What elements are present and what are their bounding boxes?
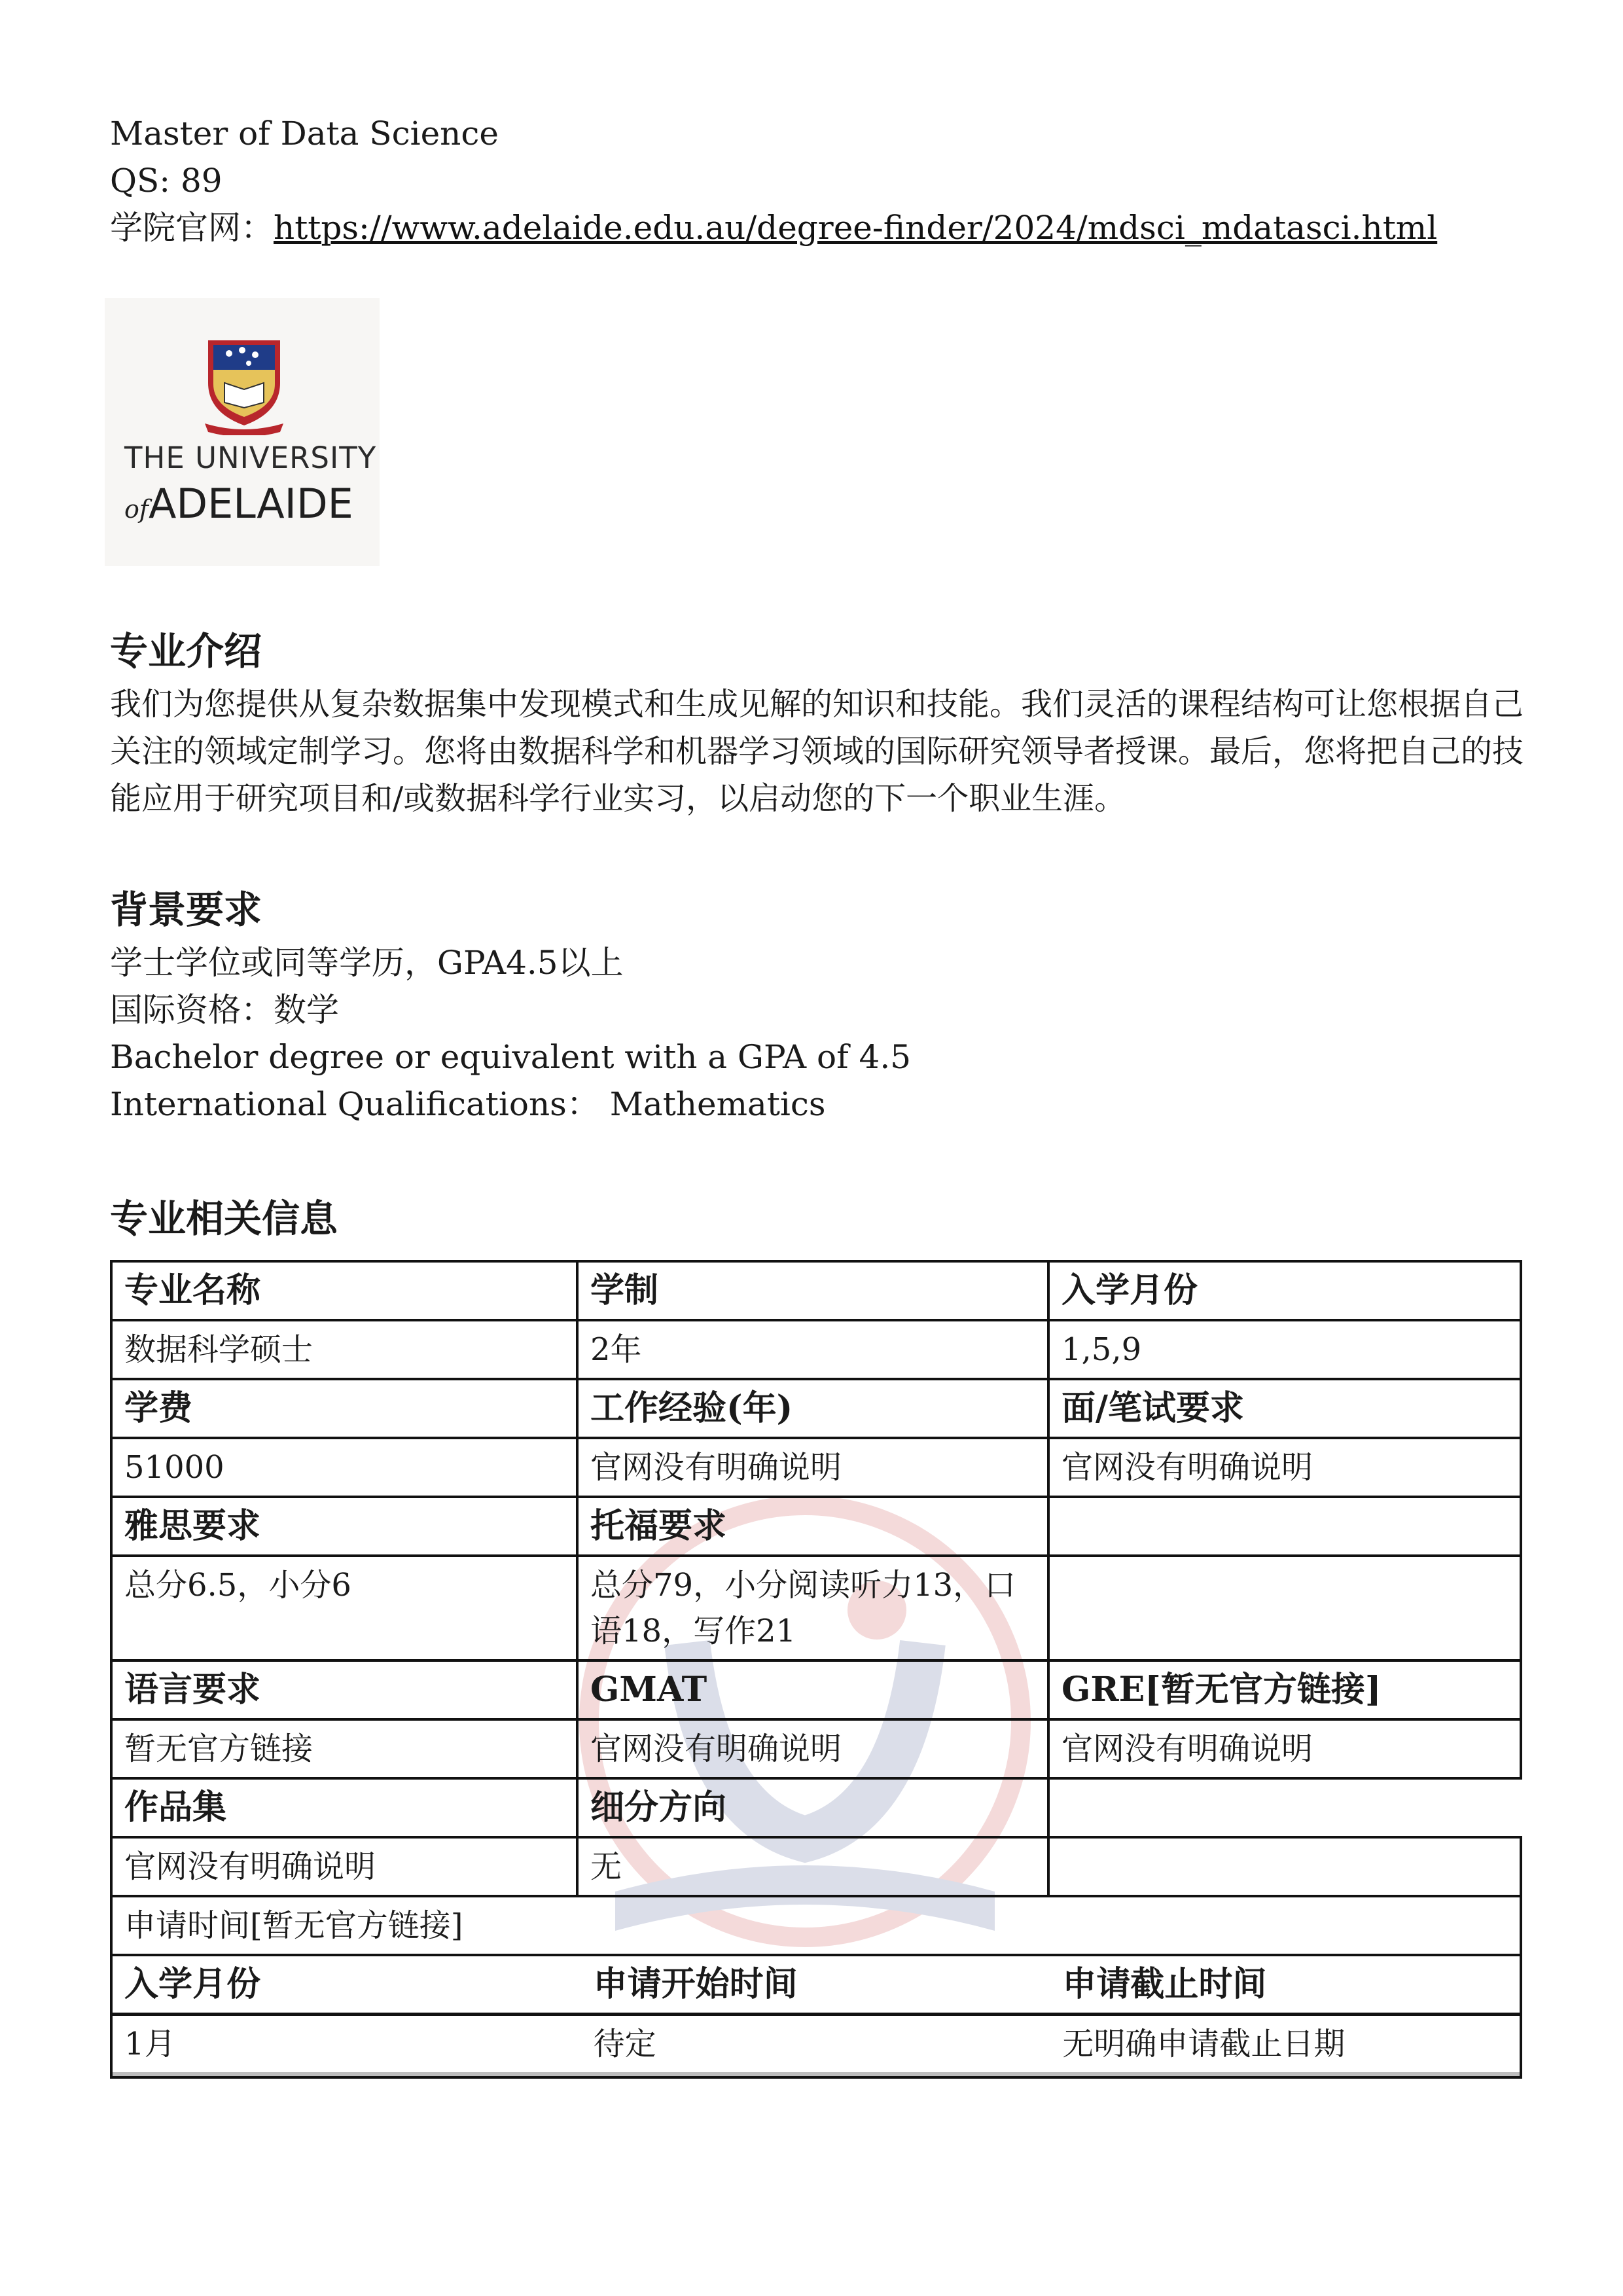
schedule-cell: 待定	[582, 2015, 1051, 2075]
table-header-row	[111, 1778, 1521, 1837]
table-cell	[1048, 1837, 1521, 1896]
table-cell: 官网没有明确说明	[577, 1438, 1048, 1497]
table-header-cell: 学费	[111, 1379, 577, 1438]
schedule-cell: 1月	[113, 2015, 582, 2075]
table-header-cell: 语言要求	[111, 1660, 577, 1719]
table-header-cell: 工作经验(年)	[577, 1379, 1048, 1438]
crest-icon	[202, 337, 287, 435]
background-line-2: 国际资格：数学	[110, 991, 339, 1029]
schedule-row	[111, 1955, 1521, 2077]
program-title: Master of Data Science	[110, 115, 499, 152]
table-cell: 无	[577, 1837, 1048, 1896]
program-info-table	[110, 1260, 1522, 2079]
table-cell: 2年	[577, 1320, 1048, 1379]
background-heading: 背景要求	[110, 888, 262, 932]
university-logo	[105, 298, 380, 566]
apply-time-row	[111, 1896, 1521, 1955]
schedule-header-cell: 入学月份	[113, 1956, 582, 2015]
table-row	[111, 1320, 1521, 1379]
qs-ranking: QS: 89	[110, 162, 223, 200]
table-cell: 总分6.5，小分6	[111, 1556, 577, 1660]
website-link[interactable]: https://www.adelaide.edu.au/degree-finder/2024/mdsci_mdatasci.html	[274, 209, 1438, 247]
table-header-cell: 细分方向	[577, 1778, 1048, 1837]
intro-heading: 专业介绍	[110, 629, 262, 673]
table-header-row	[111, 1261, 1521, 1320]
apply-time-cell: 申请时间[暂无官方链接]	[111, 1896, 1521, 1955]
schedule-header-cell: 申请截止时间	[1050, 1956, 1520, 2015]
schedule-container	[111, 1955, 1521, 2077]
schedule-cell: 无明确申请截止日期	[1050, 2015, 1520, 2075]
table-row	[111, 1438, 1521, 1497]
table-cell: 51000	[111, 1438, 577, 1497]
table-header-cell: GMAT	[577, 1660, 1048, 1719]
table-header-cell: 雅思要求	[111, 1497, 577, 1556]
table-cell: 官网没有明确说明	[111, 1837, 577, 1896]
table-cell: 官网没有明确说明	[1048, 1438, 1521, 1497]
table-header-cell: 学制	[577, 1261, 1048, 1320]
table-row	[111, 1719, 1521, 1778]
table-cell	[1048, 1556, 1521, 1660]
table-header-cell: 托福要求	[577, 1497, 1048, 1556]
table-header-cell: 专业名称	[111, 1261, 577, 1320]
table-cell: 1,5,9	[1048, 1320, 1521, 1379]
schedule-header-cell: 申请开始时间	[582, 1956, 1051, 2015]
schedule-header-row	[113, 1956, 1520, 2015]
logo-line1: THE UNIVERSITY	[124, 440, 377, 475]
table-row	[111, 1556, 1521, 1660]
table-header-cell	[1048, 1497, 1521, 1556]
logo-of: of	[124, 495, 149, 524]
table-header-cell: GRE[暂无官方链接]	[1048, 1660, 1521, 1719]
table-cell: 数据科学硕士	[111, 1320, 577, 1379]
website-label: 学院官网：	[110, 209, 274, 247]
website-line	[110, 204, 1437, 251]
background-line-3: Bachelor degree or equivalent with a GPA of 4.5	[110, 1038, 912, 1076]
schedule-table	[113, 1956, 1520, 2076]
schedule-data-row	[113, 2015, 1520, 2075]
background-line-4: International Qualifications： Mathematics	[110, 1085, 826, 1123]
table-header-cell: 面/笔试要求	[1048, 1379, 1521, 1438]
table-header-cell: 作品集	[111, 1778, 577, 1837]
table-row	[111, 1837, 1521, 1896]
table-header-cell: 入学月份	[1048, 1261, 1521, 1320]
logo-line2	[124, 480, 353, 528]
background-line-1: 学士学位或同等学历，GPA4.5以上	[110, 944, 624, 982]
table-header-row	[111, 1660, 1521, 1719]
intro-text: 我们为您提供从复杂数据集中发现模式和生成见解的知识和技能。我们灵活的课程结构可让您根据自己关注的领域定制学习。您将由数据科学和机器学习领域的国际研究领导者授课。最后，您将把自己的技能应用于研究项目和/或数据科学行业实习，以启动您的下一个职业生涯。	[110, 686, 1524, 817]
table-cell: 官网没有明确说明	[1048, 1719, 1521, 1778]
table-header-row	[111, 1379, 1521, 1438]
table-cell: 暂无官方链接	[111, 1719, 577, 1778]
info-heading: 专业相关信息	[110, 1196, 338, 1241]
table-header-cell	[1048, 1778, 1521, 1837]
logo-adelaide: ADELAIDE	[148, 480, 353, 528]
table-cell: 总分79，小分阅读听力13，口语18，写作21	[577, 1556, 1048, 1660]
table-cell: 官网没有明确说明	[577, 1719, 1048, 1778]
table-header-row	[111, 1497, 1521, 1556]
